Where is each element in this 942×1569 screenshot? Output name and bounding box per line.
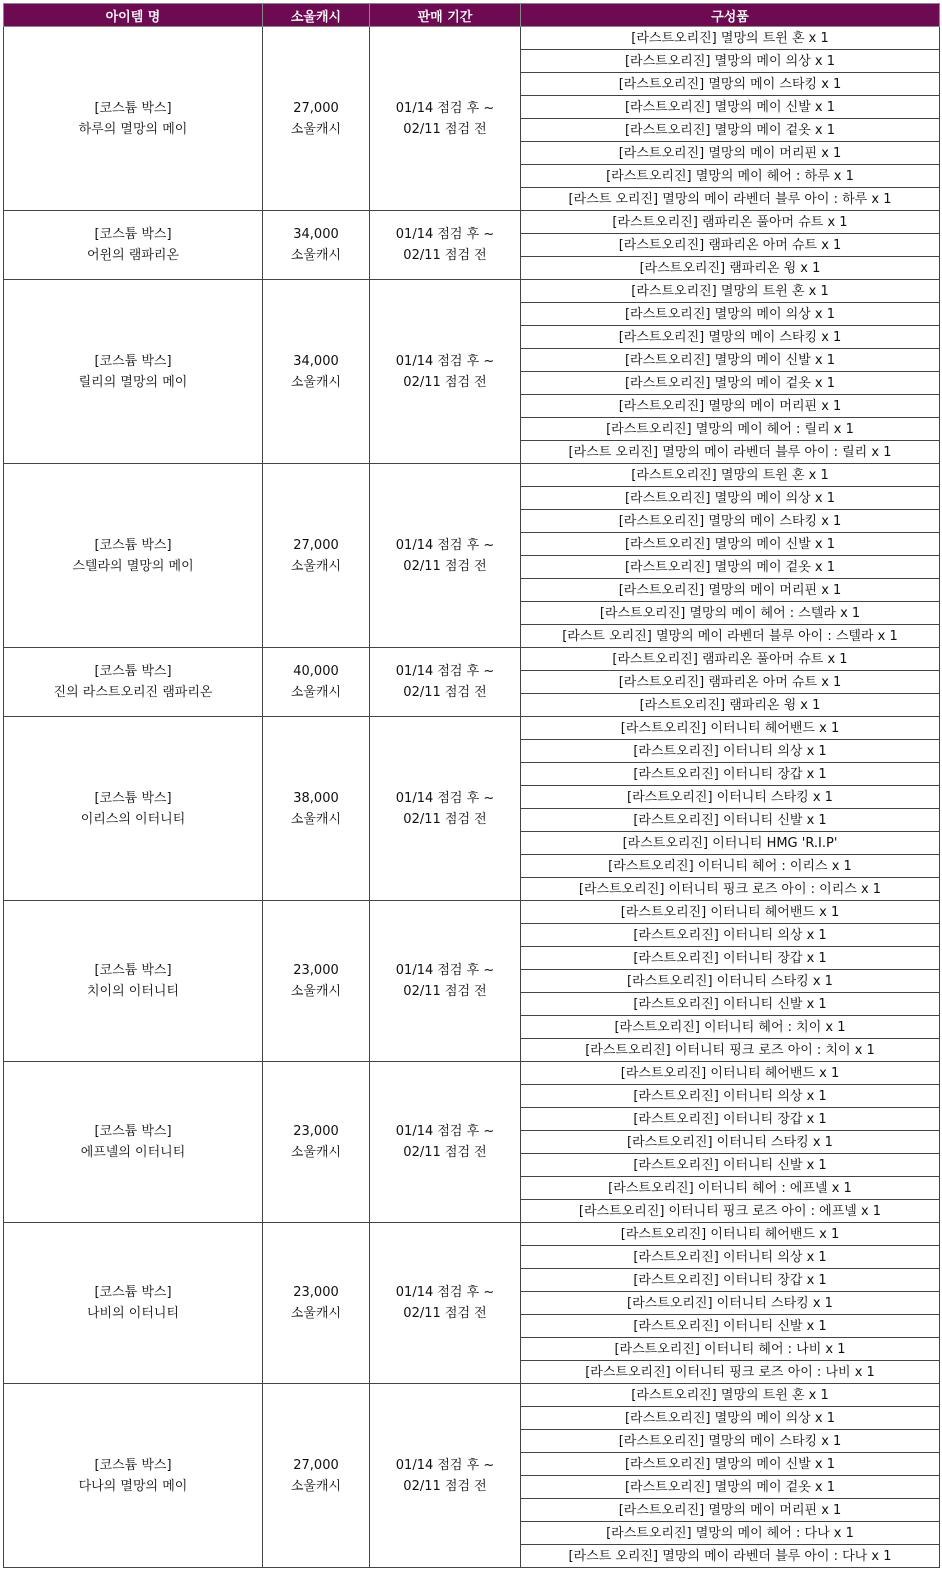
component-cell: [라스트오리진] 이터니티 핑크 로즈 아이 : 이리스 x 1 — [521, 878, 940, 901]
item-name-cell — [4, 1223, 263, 1384]
item-name-label: 하루의 멸망의 메이 — [78, 121, 188, 137]
item-name-label: 이리스의 이터니티 — [80, 811, 186, 827]
price-cell — [263, 1384, 370, 1568]
table-header-row — [4, 4, 940, 27]
price-currency: 소울캐시 — [290, 1478, 342, 1494]
component-cell: [라스트오리진] 이터니티 헤어밴드 x 1 — [521, 1062, 940, 1085]
item-name-label: 다나의 멸망의 메이 — [78, 1478, 188, 1494]
price-value: 23,000 — [293, 1124, 339, 1139]
component-cell: [라스트오리진] 이터니티 핑크 로즈 아이 : 나비 x 1 — [521, 1361, 940, 1384]
price-value: 38,000 — [293, 790, 339, 806]
price-value: 27,000 — [293, 100, 339, 116]
sale-period-start: 01/14 점검 후 ~ — [395, 664, 495, 679]
component-cell: [라스트오리진] 멸망의 메이 스타킹 x 1 — [521, 326, 940, 349]
item-name-cell — [4, 464, 263, 648]
component-cell: [라스트오리진] 이터니티 스타킹 x 1 — [521, 970, 940, 993]
price-value: 23,000 — [293, 1285, 339, 1300]
component-cell: [라스트오리진] 멸망의 트윈 혼 x 1 — [521, 27, 940, 50]
item-name-cell — [4, 901, 263, 1062]
table-row — [4, 464, 940, 487]
component-cell: [라스트오리진] 멸망의 메이 머리핀 x 1 — [521, 1499, 940, 1522]
component-cell: [라스트오리진] 이터니티 의상 x 1 — [521, 740, 940, 763]
price-value: 27,000 — [293, 537, 339, 553]
table-row — [4, 717, 940, 740]
item-category-label: [코스튬 박스] — [94, 790, 172, 806]
component-cell: [라스트 오리진] 멸망의 메이 라벤더 블루 아이 : 릴리 x 1 — [521, 441, 940, 464]
component-cell: [라스트오리진] 멸망의 메이 신발 x 1 — [521, 533, 940, 556]
item-name-cell — [4, 211, 263, 280]
sale-period-end: 02/11 점검 전 — [403, 121, 487, 137]
component-cell: [라스트오리진] 멸망의 메이 의상 x 1 — [521, 1407, 940, 1430]
sale-period-end: 02/11 점검 전 — [403, 811, 487, 827]
sale-period-start: 01/14 점검 후 ~ — [395, 537, 495, 553]
component-cell: [라스트오리진] 멸망의 메이 스타킹 x 1 — [521, 510, 940, 533]
table-row — [4, 1062, 940, 1085]
price-currency: 소울캐시 — [290, 811, 342, 827]
sale-period-end: 02/11 점검 전 — [403, 1478, 487, 1494]
price-value: 27,000 — [293, 1457, 339, 1473]
component-cell: [라스트오리진] 램파리온 아머 슈트 x 1 — [521, 234, 940, 257]
component-cell: [라스트오리진] 이터니티 의상 x 1 — [521, 1246, 940, 1269]
price-value: 34,000 — [293, 227, 339, 242]
component-cell: [라스트오리진] 멸망의 메이 머리핀 x 1 — [521, 395, 940, 418]
item-category-label: [코스튬 박스] — [94, 1124, 172, 1139]
table-body — [4, 27, 940, 1568]
component-cell: [라스트오리진] 이터니티 HMG 'R.I.P' — [521, 832, 940, 855]
item-category-label: [코스튬 박스] — [94, 100, 172, 116]
component-cell: [라스트 오리진] 멸망의 메이 라벤더 블루 아이 : 스텔라 x 1 — [521, 625, 940, 648]
component-cell: [라스트오리진] 이터니티 헤어밴드 x 1 — [521, 901, 940, 924]
item-name-label: 에프넬의 이터니티 — [80, 1145, 186, 1160]
header-sale-period: 판매 기간 — [370, 4, 521, 27]
table-row — [4, 280, 940, 303]
price-value: 34,000 — [293, 353, 339, 369]
sale-period-cell — [370, 901, 521, 1062]
item-category-label: [코스튬 박스] — [94, 1457, 172, 1473]
component-cell: [라스트오리진] 이터니티 핑크 로즈 아이 : 에프넬 x 1 — [521, 1200, 940, 1223]
price-cell — [263, 901, 370, 1062]
costume-box-table — [3, 3, 940, 1568]
component-cell: [라스트오리진] 멸망의 메이 헤어 : 릴리 x 1 — [521, 418, 940, 441]
header-price: 소울캐시 — [263, 4, 370, 27]
component-cell: [라스트 오리진] 멸망의 메이 라벤더 블루 아이 : 다나 x 1 — [521, 1545, 940, 1568]
price-value: 23,000 — [293, 963, 339, 978]
item-category-label: [코스튬 박스] — [94, 353, 172, 369]
component-cell: [라스트오리진] 이터니티 신발 x 1 — [521, 993, 940, 1016]
sale-period-start: 01/14 점검 후 ~ — [395, 790, 495, 806]
component-cell: [라스트오리진] 멸망의 메이 신발 x 1 — [521, 349, 940, 372]
component-cell: [라스트오리진] 이터니티 신발 x 1 — [521, 1315, 940, 1338]
component-cell: [라스트오리진] 멸망의 트윈 혼 x 1 — [521, 280, 940, 303]
price-value: 40,000 — [293, 664, 339, 679]
component-cell: [라스트오리진] 멸망의 메이 머리핀 x 1 — [521, 579, 940, 602]
item-category-label: [코스튬 박스] — [94, 963, 172, 978]
item-name-label: 어윈의 램파리온 — [86, 248, 180, 263]
component-cell: [라스트오리진] 이터니티 신발 x 1 — [521, 809, 940, 832]
table-row — [4, 901, 940, 924]
component-cell: [라스트오리진] 이터니티 헤어밴드 x 1 — [521, 717, 940, 740]
component-cell: [라스트오리진] 멸망의 메이 신발 x 1 — [521, 96, 940, 119]
component-cell: [라스트오리진] 램파리온 풀아머 슈트 x 1 — [521, 648, 940, 671]
component-cell: [라스트 오리진] 멸망의 메이 라벤더 블루 아이 : 하루 x 1 — [521, 188, 940, 211]
sale-period-end: 02/11 점검 전 — [403, 984, 487, 999]
component-cell: [라스트오리진] 이터니티 장갑 x 1 — [521, 947, 940, 970]
component-cell: [라스트오리진] 이터니티 의상 x 1 — [521, 1085, 940, 1108]
component-cell: [라스트오리진] 멸망의 메이 의상 x 1 — [521, 303, 940, 326]
item-name-label: 진의 라스트오리진 램파리온 — [53, 685, 213, 700]
sale-period-cell — [370, 464, 521, 648]
component-cell: [라스트오리진] 이터니티 스타킹 x 1 — [521, 1292, 940, 1315]
component-cell: [라스트오리진] 이터니티 헤어 : 치이 x 1 — [521, 1016, 940, 1039]
item-name-label: 치이의 이터니티 — [86, 984, 180, 999]
sale-period-cell — [370, 717, 521, 901]
sale-period-end: 02/11 점검 전 — [403, 558, 487, 574]
component-cell: [라스트오리진] 멸망의 메이 헤어 : 다나 x 1 — [521, 1522, 940, 1545]
sale-period-start: 01/14 점검 후 ~ — [395, 353, 495, 369]
component-cell: [라스트오리진] 멸망의 메이 헤어 : 스텔라 x 1 — [521, 602, 940, 625]
component-cell: [라스트오리진] 이터니티 헤어 : 이리스 x 1 — [521, 855, 940, 878]
component-cell: [라스트오리진] 멸망의 메이 헤어 : 하루 x 1 — [521, 165, 940, 188]
item-name-cell — [4, 717, 263, 901]
component-cell: [라스트오리진] 이터니티 스타킹 x 1 — [521, 786, 940, 809]
price-cell — [263, 27, 370, 211]
price-currency: 소울캐시 — [290, 248, 342, 263]
component-cell: [라스트오리진] 램파리온 윙 x 1 — [521, 257, 940, 280]
item-category-label: [코스튬 박스] — [94, 1285, 172, 1300]
component-cell: [라스트오리진] 이터니티 신발 x 1 — [521, 1154, 940, 1177]
sale-period-cell — [370, 27, 521, 211]
item-name-label: 릴리의 멸망의 메이 — [78, 374, 188, 390]
component-cell: [라스트오리진] 멸망의 메이 스타킹 x 1 — [521, 1430, 940, 1453]
sale-period-cell — [370, 648, 521, 717]
component-cell: [라스트오리진] 멸망의 메이 겉옷 x 1 — [521, 1476, 940, 1499]
component-cell: [라스트오리진] 램파리온 아머 슈트 x 1 — [521, 671, 940, 694]
sale-period-end: 02/11 점검 전 — [403, 248, 487, 263]
component-cell: [라스트오리진] 이터니티 핑크 로즈 아이 : 치이 x 1 — [521, 1039, 940, 1062]
price-currency: 소울캐시 — [290, 374, 342, 390]
sale-period-cell — [370, 1384, 521, 1568]
item-name-cell — [4, 27, 263, 211]
component-cell: [라스트오리진] 멸망의 메이 신발 x 1 — [521, 1453, 940, 1476]
component-cell: [라스트오리진] 이터니티 스타킹 x 1 — [521, 1131, 940, 1154]
component-cell: [라스트오리진] 이터니티 장갑 x 1 — [521, 1269, 940, 1292]
table-row — [4, 1384, 940, 1407]
item-name-label: 스텔라의 멸망의 메이 — [72, 558, 194, 574]
table-row — [4, 211, 940, 234]
item-category-label: [코스튬 박스] — [94, 227, 172, 242]
component-cell: [라스트오리진] 멸망의 메이 겉옷 x 1 — [521, 372, 940, 395]
sale-period-end: 02/11 점검 전 — [403, 685, 487, 700]
sale-period-start: 01/14 점검 후 ~ — [395, 100, 495, 116]
table-row — [4, 648, 940, 671]
component-cell: [라스트오리진] 멸망의 메이 의상 x 1 — [521, 487, 940, 510]
price-cell — [263, 211, 370, 280]
price-cell — [263, 464, 370, 648]
price-currency: 소울캐시 — [290, 1145, 342, 1160]
price-currency: 소울캐시 — [290, 121, 342, 137]
sale-period-start: 01/14 점검 후 ~ — [395, 1124, 495, 1139]
price-currency: 소울캐시 — [290, 558, 342, 574]
component-cell: [라스트오리진] 멸망의 트윈 혼 x 1 — [521, 464, 940, 487]
item-name-cell — [4, 1062, 263, 1223]
table-row — [4, 27, 940, 50]
component-cell: [라스트오리진] 이터니티 헤어 : 에프넬 x 1 — [521, 1177, 940, 1200]
price-cell — [263, 717, 370, 901]
header-item-name: 아이템 명 — [4, 4, 263, 27]
component-cell: [라스트오리진] 램파리온 윙 x 1 — [521, 694, 940, 717]
component-cell: [라스트오리진] 램파리온 풀아머 슈트 x 1 — [521, 211, 940, 234]
component-cell: [라스트오리진] 멸망의 메이 겉옷 x 1 — [521, 119, 940, 142]
component-cell: [라스트오리진] 멸망의 메이 겉옷 x 1 — [521, 556, 940, 579]
component-cell: [라스트오리진] 멸망의 메이 스타킹 x 1 — [521, 73, 940, 96]
price-currency: 소울캐시 — [290, 685, 342, 700]
item-name-cell — [4, 280, 263, 464]
sale-period-end: 02/11 점검 전 — [403, 374, 487, 390]
component-cell: [라스트오리진] 멸망의 메이 머리핀 x 1 — [521, 142, 940, 165]
component-cell: [라스트오리진] 이터니티 의상 x 1 — [521, 924, 940, 947]
sale-period-end: 02/11 점검 전 — [403, 1306, 487, 1321]
sale-period-start: 01/14 점검 후 ~ — [395, 1285, 495, 1300]
item-category-label: [코스튬 박스] — [94, 537, 172, 553]
price-cell — [263, 1062, 370, 1223]
price-currency: 소울캐시 — [290, 1306, 342, 1321]
sale-period-start: 01/14 점검 후 ~ — [395, 227, 495, 242]
price-cell — [263, 1223, 370, 1384]
component-cell: [라스트오리진] 이터니티 헤어밴드 x 1 — [521, 1223, 940, 1246]
item-name-cell — [4, 1384, 263, 1568]
sale-period-cell — [370, 280, 521, 464]
component-cell: [라스트오리진] 이터니티 장갑 x 1 — [521, 1108, 940, 1131]
item-name-cell — [4, 648, 263, 717]
item-name-label: 나비의 이터니티 — [86, 1306, 180, 1321]
sale-period-start: 01/14 점검 후 ~ — [395, 963, 495, 978]
sale-period-end: 02/11 점검 전 — [403, 1145, 487, 1160]
sale-period-cell — [370, 211, 521, 280]
price-cell — [263, 280, 370, 464]
price-cell — [263, 648, 370, 717]
sale-period-cell — [370, 1223, 521, 1384]
price-currency: 소울캐시 — [290, 984, 342, 999]
component-cell: [라스트오리진] 멸망의 트윈 혼 x 1 — [521, 1384, 940, 1407]
component-cell: [라스트오리진] 이터니티 장갑 x 1 — [521, 763, 940, 786]
sale-period-start: 01/14 점검 후 ~ — [395, 1457, 495, 1473]
sale-period-cell — [370, 1062, 521, 1223]
table-row — [4, 1223, 940, 1246]
component-cell: [라스트오리진] 멸망의 메이 의상 x 1 — [521, 50, 940, 73]
component-cell: [라스트오리진] 이터니티 헤어 : 나비 x 1 — [521, 1338, 940, 1361]
item-category-label: [코스튬 박스] — [94, 664, 172, 679]
header-components: 구성품 — [521, 4, 940, 27]
